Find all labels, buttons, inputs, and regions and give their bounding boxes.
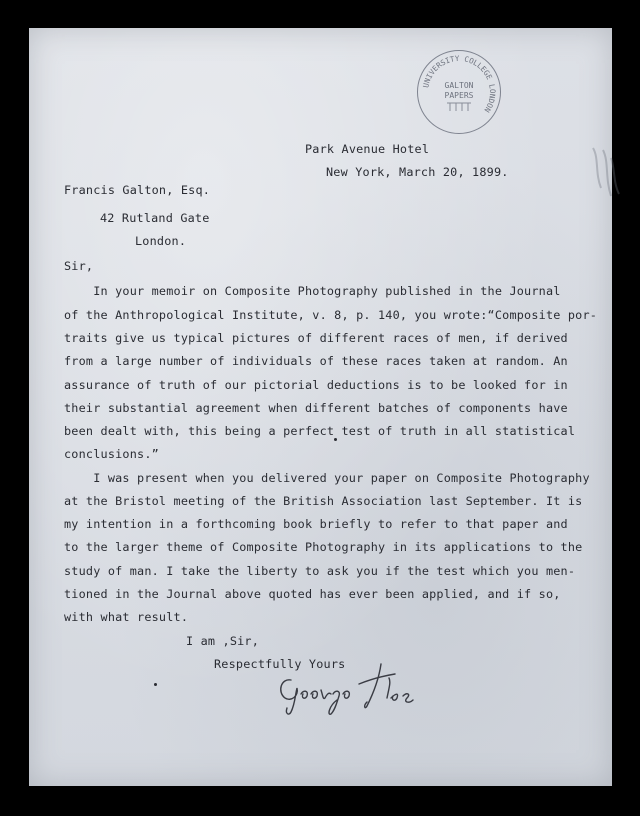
body-line: tioned in the Journal above quoted has ever been applied, and if so, bbox=[64, 587, 561, 601]
body-line: conclusions.” bbox=[64, 447, 159, 461]
body-line: I was present when you delivered your paper on Composite Photography bbox=[64, 471, 590, 485]
body-line: with what result. bbox=[64, 610, 189, 624]
closing-line-1: I am ,Sir, bbox=[186, 634, 260, 648]
body-line: from a large number of individuals of these races taken at random. An bbox=[64, 354, 568, 368]
body-line: traits give us typical pictures of different races of men, if derived bbox=[64, 331, 568, 345]
address-line-2: New York, March 20, 1899. bbox=[326, 165, 509, 179]
pencil-annotation bbox=[585, 138, 625, 208]
galton-papers-stamp bbox=[417, 50, 501, 134]
body-line: their substantial agreement when different batches of components have bbox=[64, 401, 568, 415]
closing-line-2: Respectfully Yours bbox=[214, 657, 346, 671]
recipient-name: Francis Galton, Esq. bbox=[64, 183, 211, 197]
body-line: my intention in a forthcoming book briefly to refer to that paper and bbox=[64, 517, 568, 531]
body-line: of the Anthropological Institute, v. 8, p. 140, you wrote:“Composite por- bbox=[64, 308, 598, 322]
salutation: Sir, bbox=[64, 259, 94, 273]
ink-speck bbox=[334, 438, 337, 441]
letter-page bbox=[29, 28, 612, 786]
address-line-1: Park Avenue Hotel bbox=[305, 142, 430, 156]
recipient-city: London. bbox=[135, 234, 187, 248]
handwritten-signature bbox=[273, 658, 423, 718]
body-line: study of man. I take the liberty to ask you if the test which you men- bbox=[64, 564, 576, 578]
body-line: In your memoir on Composite Photography published in the Journal bbox=[64, 284, 561, 298]
ink-speck bbox=[154, 683, 157, 686]
stamp-ring-text: UNIVERSITY COLLEGE LONDON bbox=[421, 53, 498, 115]
stamp-line2: PAPERS bbox=[444, 91, 474, 100]
stamp-line1: GALTON bbox=[444, 81, 474, 90]
recipient-street: 42 Rutland Gate bbox=[100, 211, 210, 225]
body-line: been dealt with, this being a perfect test of truth in all statistical bbox=[64, 424, 576, 438]
body-line: assurance of truth of our pictorial deductions is to be looked for in bbox=[64, 378, 568, 392]
body-line: at the Bristol meeting of the British Association last September. It is bbox=[64, 494, 583, 508]
body-line: to the larger theme of Composite Photography in its applications to the bbox=[64, 540, 583, 554]
